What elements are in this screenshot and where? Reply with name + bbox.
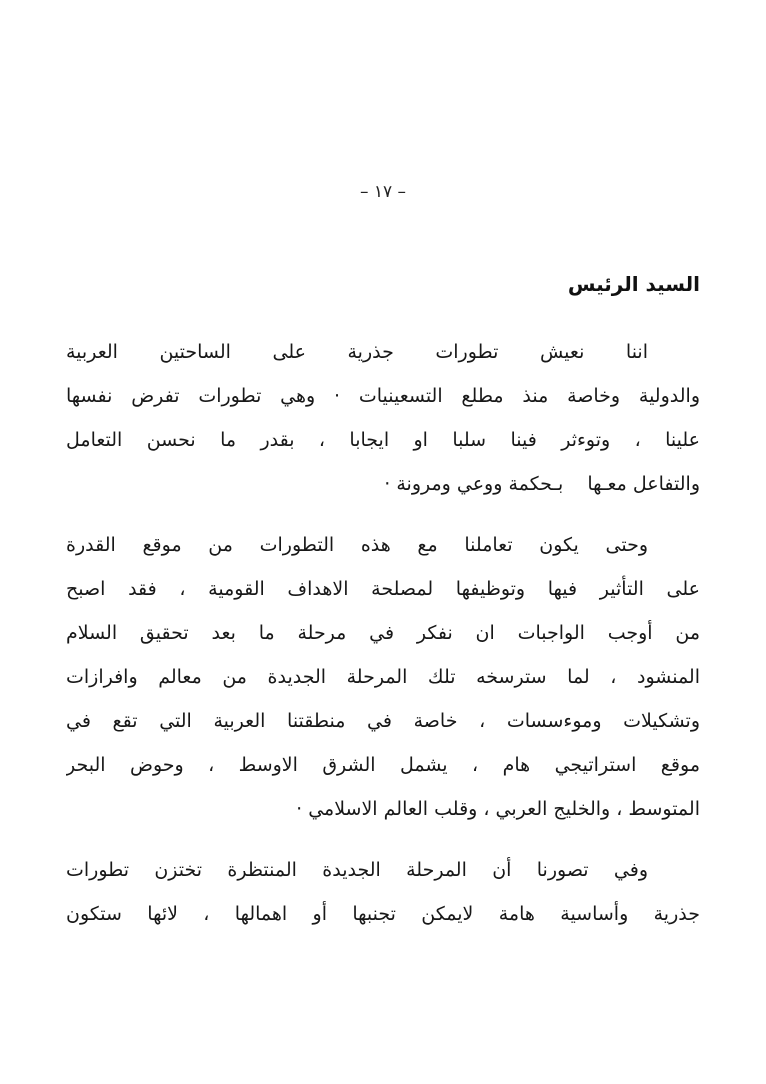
text-line: وتشكيلات وموءسسات ، خاصة في منطقتنا العربية التي تقع في <box>66 710 700 732</box>
text-line: المتوسط ، والخليج العربي ، وقلب العالم الاسلامي · <box>296 798 700 820</box>
text-line: على التأثير فيها وتوظيفها لمصلحة الاهداف القومية ، فقد اصبح <box>66 578 700 600</box>
paragraph-1 <box>66 330 700 506</box>
text-line: وحتى يكون تعاملنا مع هذه التطورات من موقع القدرة <box>66 534 648 556</box>
text-line: المنشود ، لما سترسخه تلك المرحلة الجديدة من معالم وافرازات <box>66 666 700 688</box>
paragraph-3 <box>66 848 700 936</box>
paragraph-2 <box>66 523 700 831</box>
text-line: موقع استراتيجي هام ، يشمل الشرق الاوسط ، وحوض البحر <box>66 754 700 776</box>
text-line: من أوجب الواجبات ان نفكر في مرحلة ما بعد تحقيق السلام <box>66 622 700 644</box>
text-line: والدولية وخاصة منذ مطلع التسعينيات · وهي تطورات تفرض نفسها <box>66 385 700 407</box>
text-line: اننا نعيش تطورات جذرية على الساحتين العربية <box>66 341 648 363</box>
page-number: – ١٧ – <box>359 182 407 202</box>
text-line: والتفاعل معـها بـحكمة ووعي ومرونة · <box>384 473 700 495</box>
text-line: علينا ، وتوءثر فينا سلبا او ايجابا ، بقدر ما نحسن التعامل <box>66 429 700 451</box>
page-heading: السيد الرئيس <box>567 272 700 296</box>
text-line: جذرية وأساسية هامة لايمكن تجنبها أو اهمالها ، لائها ستكون <box>66 903 700 925</box>
text-line: وفي تصورنا أن المرحلة الجديدة المنتظرة تختزن تطورات <box>66 859 648 881</box>
